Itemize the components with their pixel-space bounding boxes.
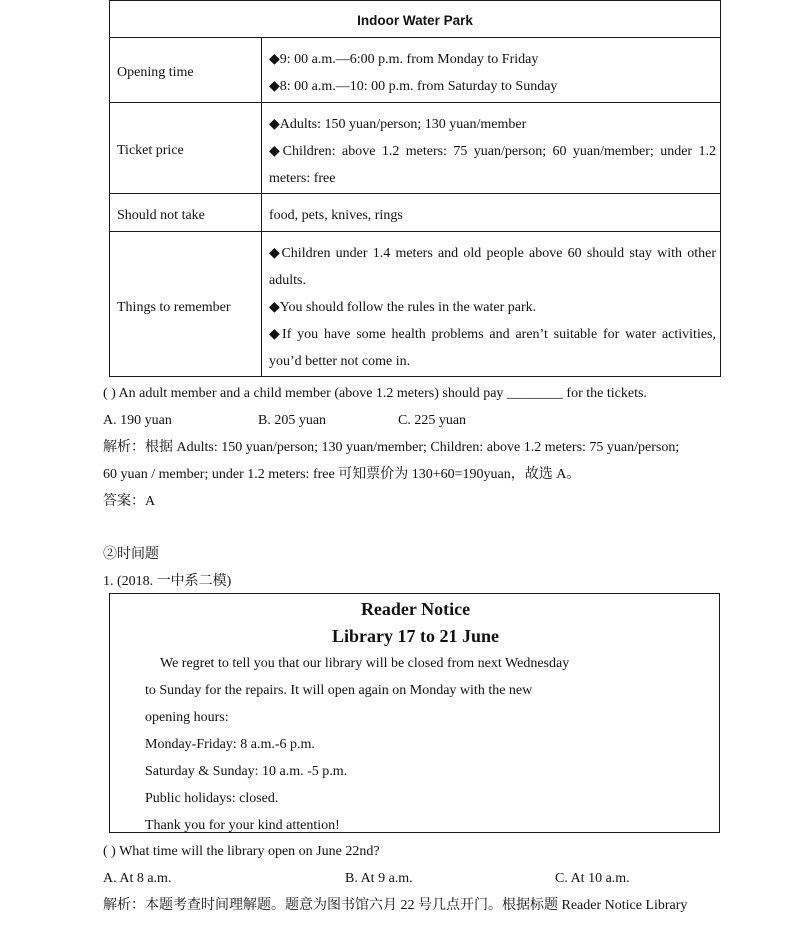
- row-label-ticket-price: Ticket price: [117, 143, 184, 158]
- analysis-line: 解析：本题考查时间理解题。题意为图书馆六月 22 号几点开门。根据标题 Reader Notice Library: [103, 898, 688, 913]
- notice-subtitle: Library 17 to 21 June: [331, 626, 499, 646]
- row-label-should-not-take: Should not take: [117, 208, 205, 223]
- reader-notice-box: [109, 593, 720, 833]
- section-heading: ②时间题: [103, 547, 159, 562]
- table-rule: [720, 0, 721, 377]
- table-cell-line: ◆9: 00 a.m.—6:00 p.m. from Monday to Friday: [269, 52, 539, 67]
- answer: 答案：A: [103, 494, 156, 509]
- water-park-table: [109, 0, 721, 377]
- table-cell-line: food, pets, knives, rings: [269, 208, 403, 223]
- table-cell-line: ◆If you have some health problems and aren’t suitable for water activities,: [269, 327, 716, 342]
- notice-line: Thank you for your kind attention!: [145, 818, 340, 833]
- question-source: 1. (2018. 一中系二模): [103, 574, 232, 589]
- table-cell-line: meters: free: [269, 171, 336, 186]
- table-title: Indoor Water Park: [357, 13, 473, 28]
- table-rule: [109, 37, 721, 38]
- option-b: B. At 9 a.m.: [345, 871, 413, 886]
- table-cell-line: ◆Children: above 1.2 meters: 75 yuan/person; 60 yuan/member; under 1.2: [269, 144, 716, 159]
- option-a: A. At 8 a.m.: [103, 871, 172, 886]
- option-a: A. 190 yuan: [103, 413, 172, 428]
- table-cell-line: ◆Adults: 150 yuan/person; 130 yuan/member: [269, 117, 527, 132]
- table-rule: [109, 193, 721, 194]
- question-2-stem: ( ) What time will the library open on June 22nd?: [103, 844, 380, 859]
- notice-line: to Sunday for the repairs. It will open again on Monday with the new: [145, 683, 533, 698]
- notice-line: Monday-Friday: 8 a.m.-6 p.m.: [145, 737, 315, 752]
- table-rule: [109, 0, 110, 377]
- notice-line: opening hours:: [145, 710, 229, 725]
- table-rule: [109, 102, 721, 103]
- notice-line: We regret to tell you that our library will be closed from next Wednesday: [160, 656, 570, 671]
- analysis-line: 60 yuan / member; under 1.2 meters: free 可知票价为 130+60=190yuan，故选 A。: [103, 467, 581, 482]
- table-cell-line: you’d better not come in.: [269, 354, 411, 369]
- question-1-stem: ( ) An adult member and a child member (above 1.2 meters) should pay ________ for the tickets.: [103, 386, 647, 401]
- table-rule: [261, 37, 262, 377]
- table-cell-line: adults.: [269, 273, 306, 288]
- table-cell-line: ◆Children under 1.4 meters and old people above 60 should stay with other: [269, 246, 716, 261]
- row-label-things-to-remember: Things to remember: [117, 300, 231, 315]
- table-cell-line: ◆8: 00 a.m.—10: 00 p.m. from Saturday to Sunday: [269, 79, 558, 94]
- notice-title: Reader Notice: [360, 599, 471, 619]
- option-b: B. 205 yuan: [258, 413, 327, 428]
- table-rule: [109, 0, 721, 1]
- option-c: C. 225 yuan: [398, 413, 467, 428]
- table-rule: [109, 376, 721, 377]
- option-c: C. At 10 a.m.: [555, 871, 630, 886]
- notice-line: Saturday & Sunday: 10 a.m. -5 p.m.: [145, 764, 348, 779]
- notice-line: Public holidays: closed.: [145, 791, 279, 806]
- analysis-line: 解析：根据 Adults: 150 yuan/person; 130 yuan/member; Children: above 1.2 meters: 75 yuan/person;: [103, 440, 680, 455]
- table-rule: [109, 231, 721, 232]
- table-cell-line: ◆You should follow the rules in the water park.: [269, 300, 537, 315]
- row-label-opening-time: Opening time: [117, 65, 194, 80]
